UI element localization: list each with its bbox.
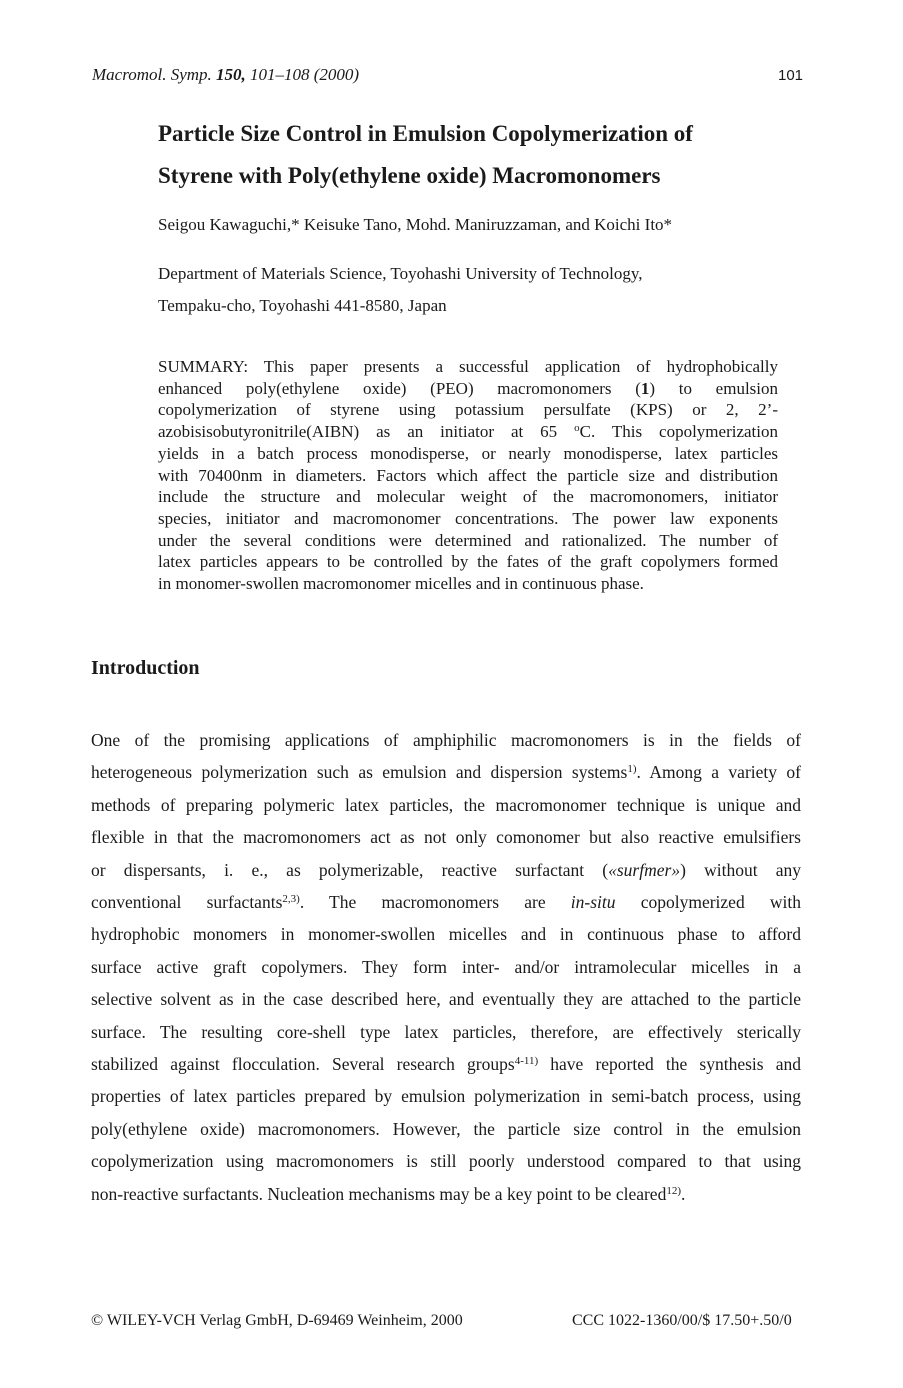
paragraph-line: flexible in that the macromonomers act as not only comonomer but also reactive emulsifiers: [91, 827, 801, 848]
summary-line: under the several conditions were determined and rationalized. The number of: [158, 530, 778, 550]
affiliation-line: Department of Materials Science, Toyohashi University of Technology,: [158, 264, 643, 283]
summary-line: yields in a batch process monodisperse, or nearly monodisperse, latex particles: [158, 443, 778, 463]
summary-line: [158, 421, 778, 443]
text-span: stabilized against flocculation. Several research groups: [91, 1054, 515, 1075]
author-list: Seigou Kawaguchi,* Keisuke Tano, Mohd. Maniruzzaman, and Koichi Ito*: [158, 215, 673, 234]
text-span: non-reactive surfactants. Nucleation mechanisms may be a key point to be cleared: [91, 1183, 667, 1204]
section-heading-introduction: Introduction: [91, 657, 200, 679]
journal-volume: 150,: [216, 65, 246, 84]
text-span: copolymerized with: [615, 892, 801, 913]
italic-term: «surfmer»: [608, 859, 681, 880]
title-line: Styrene with Poly(ethylene oxide) Macromonomers: [158, 163, 661, 188]
title-line: Particle Size Control in Emulsion Copolymerization of: [158, 121, 693, 146]
paragraph-line: [91, 886, 801, 918]
text-span: or dispersants, i. e., as polymerizable, reactive surfactant (: [91, 859, 609, 880]
text-span: enhanced poly(ethylene oxide) (PEO) macromonomers (: [158, 378, 641, 398]
journal-name: Macromol. Symp.: [92, 65, 212, 84]
text-span: heterogeneous polymerization such as emulsion and dispersion systems: [91, 762, 628, 783]
introduction-paragraph: [91, 724, 801, 1210]
paragraph-line: [91, 756, 801, 788]
text-span: azobisisobutyronitrile(AIBN) as an initiator at 65: [158, 422, 575, 442]
compound-number: 1: [640, 378, 650, 398]
affiliation-line: Tempaku-cho, Toyohashi 441-8580, Japan: [158, 296, 447, 315]
article-title: [158, 113, 838, 197]
paragraph-line: poly(ethylene oxide) macromonomers. However, the particle size control in the emulsion: [91, 1118, 801, 1139]
text-span: . The macromonomers are: [299, 892, 571, 913]
paragraph-line: [91, 854, 801, 886]
summary-line: [158, 378, 778, 400]
text-span: conventional surfactants: [91, 892, 283, 913]
paragraph-line: properties of latex particles prepared by emulsion polymerization in semi-batch process, using: [91, 1086, 801, 1107]
affiliation: [158, 258, 643, 322]
text-span: C. This copolymerization: [579, 422, 778, 442]
summary-line: with 70400nm in diameters. Factors which affect the particle size and distribution: [158, 465, 778, 485]
summary-line: SUMMARY: This paper presents a successful application of hydrophobically: [158, 357, 778, 376]
paragraph-line: surface active graft copolymers. They form inter- and/or intramolecular micelles in a: [91, 956, 801, 977]
paragraph-line: [91, 1048, 801, 1080]
degree-superscript: o: [574, 422, 580, 435]
page-number: 101: [778, 67, 804, 84]
paragraph-line: methods of preparing polymeric latex particles, the macromonomer technique is unique and: [91, 794, 801, 815]
text-span: ) to emulsion: [649, 378, 779, 398]
ccc-code: CCC 1022-1360/00/$ 17.50+.50/0: [572, 1312, 792, 1329]
reference-superscript: 1): [627, 763, 637, 776]
journal-citation: [92, 65, 359, 85]
journal-pages-year: 101–108 (2000): [250, 65, 360, 84]
summary-line: latex particles appears to be controlled by the fates of the graft copolymers formed: [158, 552, 778, 572]
paragraph-line: hydrophobic monomers in monomer-swollen micelles and in continuous phase to afford: [91, 924, 801, 945]
text-span: have reported the synthesis and: [538, 1054, 801, 1075]
paragraph-line: selective solvent as in the case described here, and eventually they are attached to the particle: [91, 989, 801, 1010]
italic-term: in-situ: [570, 892, 616, 913]
summary-line: include the structure and molecular weight of the macromonomers, initiator: [158, 487, 778, 507]
summary-line: species, initiator and macromonomer concentrations. The power law exponents: [158, 508, 778, 528]
paragraph-line: [91, 1178, 801, 1210]
summary-abstract: [158, 356, 778, 595]
reference-superscript: 2,3): [282, 893, 300, 906]
paragraph-line: surface. The resulting core-shell type latex particles, therefore, are effectively sterically: [91, 1021, 801, 1042]
reference-superscript: 12): [666, 1184, 682, 1197]
summary-line: copolymerization of styrene using potassium persulfate (KPS) or 2, 2’-: [158, 400, 778, 420]
copyright-notice: © WILEY-VCH Verlag GmbH, D-69469 Weinheim, 2000: [91, 1312, 463, 1329]
reference-superscript: 4-11): [514, 1055, 539, 1068]
text-span: . Among a variety of: [636, 762, 801, 783]
text-span: .: [681, 1183, 686, 1204]
summary-line: in monomer-swollen macromonomer micelles and in continuous phase.: [158, 574, 644, 594]
paragraph-line: One of the promising applications of amphiphilic macromonomers is in the fields of: [91, 730, 801, 750]
text-span: ) without any: [680, 859, 801, 880]
paragraph-line: copolymerization using macromonomers is still poorly understood compared to that using: [91, 1151, 801, 1172]
